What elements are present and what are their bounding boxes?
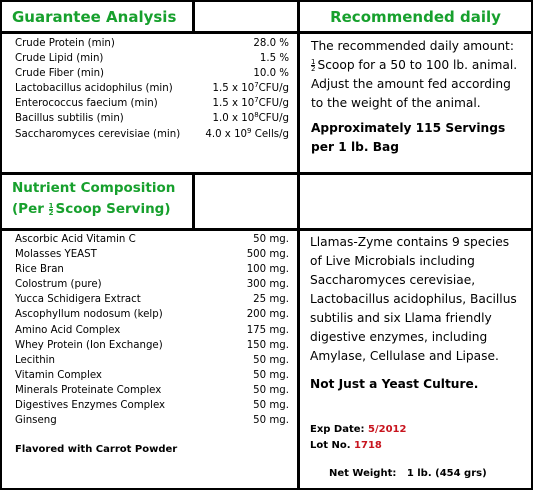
- flavor-note: Flavored with Carrot Powder: [15, 444, 178, 455]
- table-row: [2, 111, 297, 126]
- guarantee-rows: [2, 36, 297, 142]
- row-label: Enterococcus faecium (min): [15, 98, 158, 110]
- tagline: Not Just a Yeast Culture.: [310, 377, 479, 391]
- row-label: Ascorbic Acid Vitamin C: [15, 234, 136, 245]
- row-value: 50 mg.: [253, 400, 289, 412]
- table-row: [2, 247, 297, 262]
- row-label: Yucca Schidigera Extract: [15, 294, 141, 306]
- row-value: 28.0 %: [253, 38, 289, 49]
- description-line: Llamas-Zyme contains 9 species: [310, 235, 510, 249]
- row-value: 50 mg.: [253, 415, 289, 427]
- row-value: 1.5 x $10^7CFU/g$: [212, 96, 289, 110]
- recommended-line4: to the weight of the animal.: [311, 96, 481, 110]
- row-label: Saccharomyces cerevisiae (min): [15, 128, 181, 140]
- row-value: 25 mg.: [253, 294, 289, 306]
- nutrient-half-fraction: $\frac{1}{2}$: [48, 202, 54, 217]
- row-label: Digestives Enzymes Complex: [15, 400, 166, 412]
- table-row: [2, 413, 297, 428]
- recommended-header: [300, 2, 531, 31]
- half-fraction: $\frac{1}{2}$: [311, 58, 316, 73]
- table-row: [2, 383, 297, 398]
- guarantee-table: [2, 34, 297, 172]
- servings-line1: Approximately 115 Servings: [311, 121, 506, 135]
- lot-number: Lot No. 1718: [310, 440, 382, 451]
- table-row: [2, 51, 297, 66]
- table-row: [2, 368, 297, 383]
- row-label: Crude Fiber (min): [15, 68, 105, 80]
- row-label: Crude Lipid (min): [15, 53, 104, 65]
- row-value: 10.0 %: [253, 68, 289, 80]
- nutrient-subtitle: (Per $\frac{1}{2}$ Scoop Serving): [12, 201, 171, 217]
- description-line: Saccharomyces cerevisiae,: [310, 273, 476, 287]
- row-value: 500 mg.: [246, 249, 289, 261]
- table-row: [2, 338, 297, 353]
- table-row: [2, 353, 297, 368]
- description-text: [310, 233, 531, 366]
- row-label: Minerals Proteinate Complex: [15, 384, 162, 396]
- row-label: Rice Bran: [15, 264, 64, 276]
- table-row: [2, 127, 297, 142]
- row-label: Lecithin: [15, 354, 55, 366]
- row-label: Crude Protein (min): [15, 38, 115, 49]
- table-row: [2, 277, 297, 292]
- recommended-title: Recommended daily: [330, 7, 501, 26]
- nutrient-rows: [2, 232, 297, 428]
- row-value: 4.0 x $10^9$ Cells/g: [205, 126, 289, 140]
- guarantee-title: Guarantee Analysis: [12, 7, 177, 26]
- empty-nutrient-cell: [195, 175, 297, 228]
- row-label: Whey Protein (Ion Exchange): [15, 339, 163, 351]
- table-row: [2, 36, 297, 51]
- exp-date-value: 5/2012: [368, 424, 407, 435]
- row-label: Ginseng: [15, 415, 57, 427]
- row-value: 50 mg.: [253, 234, 289, 245]
- table-row: [2, 398, 297, 413]
- row-value: 1.5 x $10^7CFU/g$: [212, 81, 289, 95]
- row-value: 175 mg.: [246, 324, 289, 336]
- recommended-panel: [300, 34, 531, 172]
- net-weight: Net Weight: 1 lb. (454 grs): [329, 468, 487, 479]
- table-row: [2, 323, 297, 338]
- row-label: Vitamin Complex: [15, 369, 102, 381]
- row-label: Lactobacillus acidophilus (min): [15, 83, 173, 95]
- recommended-intro: The recommended daily amount:: [311, 39, 514, 53]
- row-label: Bacillus subtilis (min): [15, 113, 124, 125]
- description-line: Lactobacillus acidophilus, Bacillus: [310, 292, 517, 306]
- nutrient-table: [2, 231, 297, 488]
- table-row: [2, 66, 297, 81]
- row-value: 100 mg.: [246, 264, 289, 276]
- servings-line2: per 1 lb. Bag: [311, 140, 399, 154]
- row-label: Colostrum (pure): [15, 279, 102, 291]
- lot-number-value: 1718: [354, 440, 382, 451]
- row-value: 150 mg.: [246, 339, 289, 351]
- description-line: of Live Microbials including: [310, 254, 475, 268]
- table-row: [2, 96, 297, 111]
- guarantee-header: [2, 2, 192, 31]
- table-row: [2, 307, 297, 322]
- exp-date: Exp Date: 5/2012: [310, 424, 407, 435]
- row-value: 50 mg.: [253, 369, 289, 381]
- row-label: Amino Acid Complex: [15, 324, 121, 336]
- description-panel: [300, 231, 531, 488]
- row-value: 1.5 %: [259, 53, 289, 65]
- row-value: 50 mg.: [253, 384, 289, 396]
- row-label: Ascophyllum nodosum (kelp): [15, 309, 163, 321]
- table-row: [2, 232, 297, 247]
- recommended-line3: Adjust the amount fed according: [311, 77, 511, 91]
- description-line: subtilis and six Llama friendly: [310, 311, 492, 325]
- row-value: 300 mg.: [246, 279, 289, 291]
- nutrient-header: [2, 175, 192, 228]
- empty-right-cell: [300, 175, 531, 228]
- description-line: digestive enzymes, including: [310, 330, 488, 344]
- row-value: 200 mg.: [246, 309, 289, 321]
- table-row: [2, 81, 297, 96]
- row-value: 1.0 x $10^8CFU/g$: [212, 111, 289, 125]
- row-label: Molasses YEAST: [15, 249, 97, 261]
- description-line: Amylase, Cellulase and Lipase.: [310, 349, 499, 363]
- table-row: [2, 292, 297, 307]
- row-value: 50 mg.: [253, 354, 289, 366]
- empty-header-cell: [195, 2, 297, 31]
- exp-lot-block: [310, 422, 406, 454]
- table-row: [2, 262, 297, 277]
- recommended-dose-line: $\frac{1}{2}$ Scoop for a 50 to 100 lb. animal.: [311, 58, 518, 73]
- nutrient-title: Nutrient Composition: [12, 180, 176, 196]
